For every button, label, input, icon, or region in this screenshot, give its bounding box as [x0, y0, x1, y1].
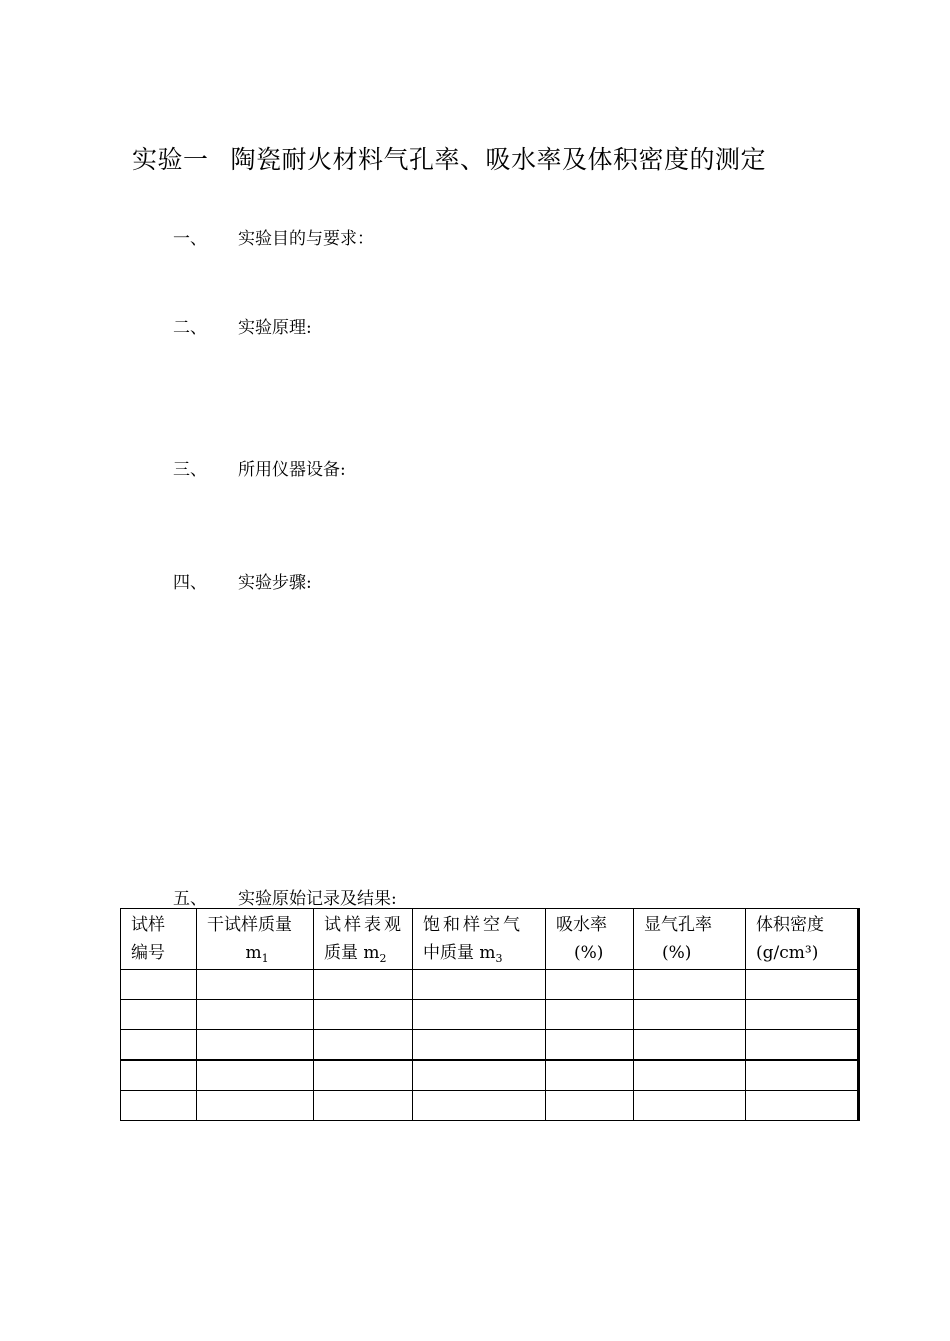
- table-cell[interactable]: [746, 1060, 859, 1091]
- table-header-row: [121, 909, 859, 970]
- table-cell[interactable]: [746, 1091, 859, 1121]
- title-part-1: 实验一: [132, 145, 209, 174]
- section-number: 三、: [173, 460, 207, 480]
- header-apparent-porosity: 显气孔率 (%): [634, 909, 746, 970]
- table-cell[interactable]: [413, 970, 546, 1000]
- table-cell[interactable]: [546, 1091, 634, 1121]
- page-title: [132, 140, 766, 176]
- table-cell[interactable]: [546, 1030, 634, 1061]
- table-cell[interactable]: [746, 970, 859, 1000]
- header-water-absorption: 吸水率 (%): [546, 909, 634, 970]
- header-apparent-mass: 试样表观 质量 $m_2$: [314, 909, 413, 970]
- table-row: [121, 1000, 859, 1030]
- section-number: 二、: [173, 318, 207, 338]
- table-cell[interactable]: [634, 1091, 746, 1121]
- table-cell[interactable]: [197, 1091, 314, 1121]
- section-number: 一、: [173, 229, 207, 249]
- results-table: [120, 908, 860, 1121]
- section-label: 所用仪器设备:: [238, 460, 346, 480]
- section-label: 实验原始记录及结果:: [238, 889, 397, 909]
- table-cell[interactable]: [413, 1060, 546, 1091]
- section-records-results: [173, 884, 397, 909]
- section-label: 实验原理:: [238, 318, 312, 338]
- table-cell[interactable]: [546, 1000, 634, 1030]
- section-objectives: [173, 224, 374, 249]
- table-cell[interactable]: [314, 1060, 413, 1091]
- section-principle: [173, 313, 312, 338]
- table-cell[interactable]: [634, 1000, 746, 1030]
- table-cell[interactable]: [746, 1000, 859, 1030]
- table-cell[interactable]: [197, 1060, 314, 1091]
- table-cell[interactable]: [634, 970, 746, 1000]
- table-cell[interactable]: [121, 1030, 197, 1061]
- table-row: [121, 970, 859, 1000]
- table-cell[interactable]: [314, 1091, 413, 1121]
- section-label: 实验目的与要求：: [238, 229, 374, 249]
- table-cell[interactable]: [546, 970, 634, 1000]
- table-cell[interactable]: [197, 1000, 314, 1030]
- section-procedure: [173, 568, 312, 593]
- table-row: [121, 1091, 859, 1121]
- table-cell[interactable]: [634, 1060, 746, 1091]
- table-cell[interactable]: [121, 1060, 197, 1091]
- section-equipment: [173, 455, 346, 480]
- table-row: [121, 1030, 859, 1061]
- section-number: 五、: [173, 889, 207, 909]
- table-cell[interactable]: [314, 1000, 413, 1030]
- table-cell[interactable]: [413, 1091, 546, 1121]
- table-cell[interactable]: [197, 970, 314, 1000]
- table-cell[interactable]: [413, 1000, 546, 1030]
- header-saturated-air-mass: 饱和样空气 中质量 $m_3$: [413, 909, 546, 970]
- table-cell[interactable]: [197, 1030, 314, 1061]
- table-cell[interactable]: [634, 1030, 746, 1061]
- table-cell[interactable]: [121, 1000, 197, 1030]
- table-row: [121, 1060, 859, 1091]
- section-label: 实验步骤:: [238, 573, 312, 593]
- table-cell[interactable]: [121, 970, 197, 1000]
- table-cell[interactable]: [314, 1030, 413, 1061]
- table-cell[interactable]: [413, 1030, 546, 1061]
- title-part-2: 陶瓷耐火材料气孔率、吸水率及体积密度的测定: [230, 145, 767, 174]
- header-sample-id: 试样 编号: [121, 909, 197, 970]
- header-bulk-density: 体积密度 (g/cm³): [746, 909, 859, 970]
- section-number: 四、: [173, 573, 207, 593]
- header-dry-mass: 干试样质量 $m_1$: [197, 909, 314, 970]
- table-cell[interactable]: [121, 1091, 197, 1121]
- table-cell[interactable]: [546, 1060, 634, 1091]
- table-cell[interactable]: [314, 970, 413, 1000]
- table-cell[interactable]: [746, 1030, 859, 1061]
